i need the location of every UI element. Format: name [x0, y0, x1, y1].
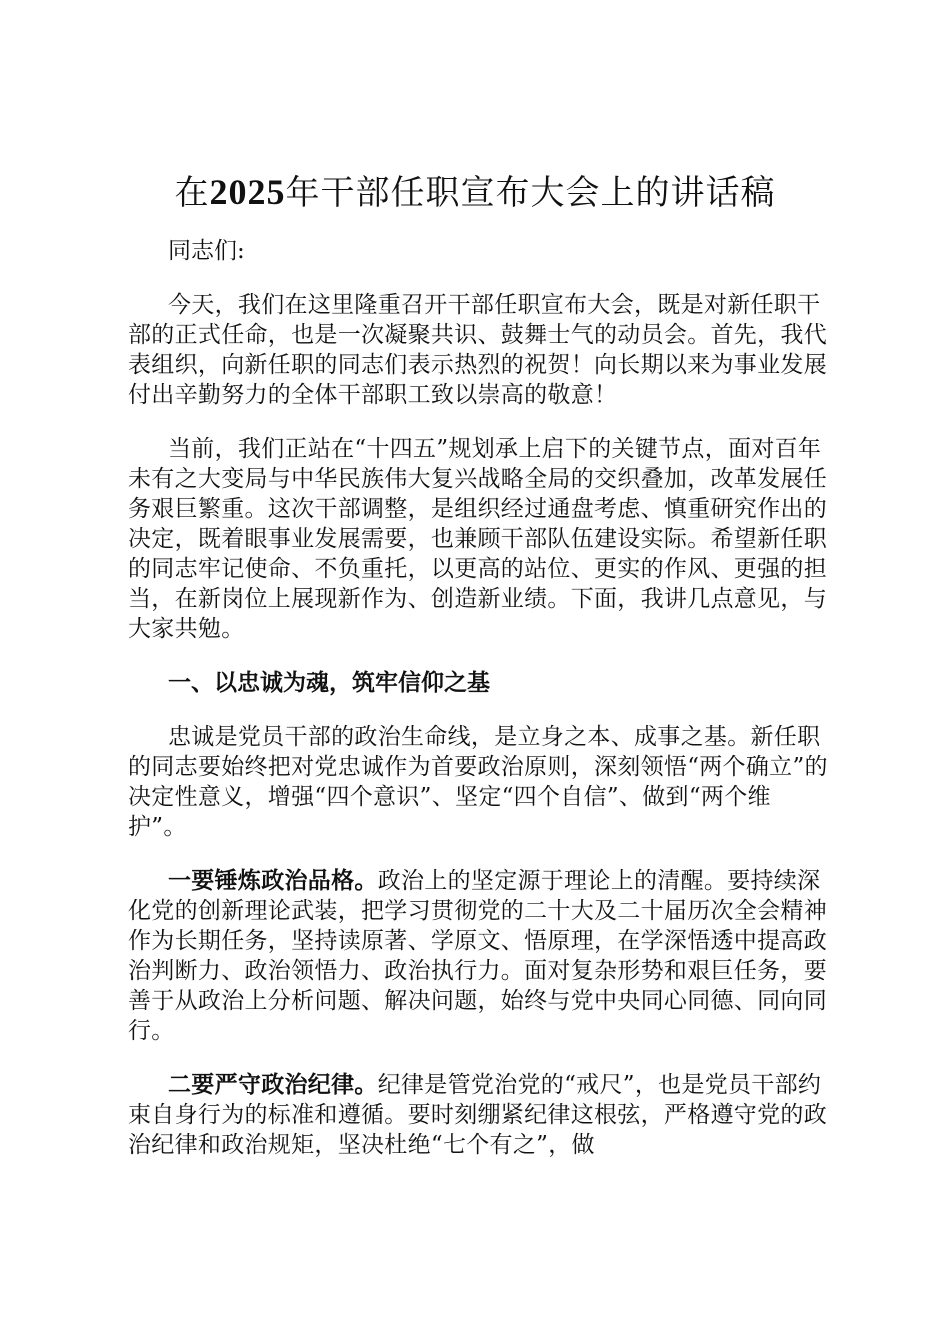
section-heading: 一、以忠诚为魂，筑牢信仰之基 [168, 670, 490, 696]
point-lead: 二要严守政治纪律。 [168, 1072, 378, 1098]
salutation: 同志们: [168, 238, 245, 264]
point-lead: 一要锤炼政治品格。 [168, 868, 378, 894]
title-prefix: 在 [174, 173, 210, 213]
point-text: 政治上的坚定源于理论上的清醒。要持续深化党的创新理论武装，把学习贯彻党的二十大及二十届历次全会精神作为长期任务，坚持读原著、学原文、悟原理，在学深悟透中提高政治判断力、政治领悟力、政治执行力。面对复杂形势和艰巨任务，要善于从政治上分析问题、解决问题，始终与党中央同心同德、同向同行。 [128, 868, 827, 1044]
paragraph-opening: 今天，我们在这里隆重召开干部任职宣布大会，既是对新任职干部的正式任命，也是一次凝聚共识、鼓舞士气的动员会。首先，我代表组织，向新任职的同志们表示热烈的祝贺！向长期以来为事业发展付出辛勤努力的全体干部职工致以崇高的敬意！ [128, 292, 827, 408]
point-paragraph [128, 866, 828, 1046]
title-suffix: 年干部任职宣布大会上的讲话稿 [285, 173, 776, 213]
document-body [128, 236, 828, 1184]
paragraph-context: 当前，我们正站在“十四五”规划承上启下的关键节点，面对百年未有之大变局与中华民族伟大复兴战略全局的交织叠加，改革发展任务艰巨繁重。这次干部调整，是组织经过通盘考虑、慎重研究作出的决定，既着眼事业发展需要，也兼顾干部队伍建设实际。希望新任职的同志牢记使命、不负重托，以更高的站位、更实的作风、更强的担当，在新岗位上展现新作为、创造新业绩。下面，我讲几点意见，与大家共勉。 [128, 436, 827, 642]
title-year: 2025 [209, 172, 286, 212]
section-paragraph: 忠诚是党员干部的政治生命线，是立身之本、成事之基。新任职的同志要始终把对党忠诚作为首要政治原则，深刻领悟“两个确立”的决定性意义，增强“四个意识”、坚定“四个自信”、做到“两个维护”。 [128, 724, 828, 840]
point-paragraph [128, 1070, 828, 1160]
document-title [0, 170, 950, 215]
point-text: 纪律是管党治党的“戒尺”，也是党员干部约束自身行为的标准和遵循。要时刻绷紧纪律这根弦，严格遵守党的政治纪律和政治规矩，坚决杜绝“七个有之”，做 [128, 1072, 827, 1158]
